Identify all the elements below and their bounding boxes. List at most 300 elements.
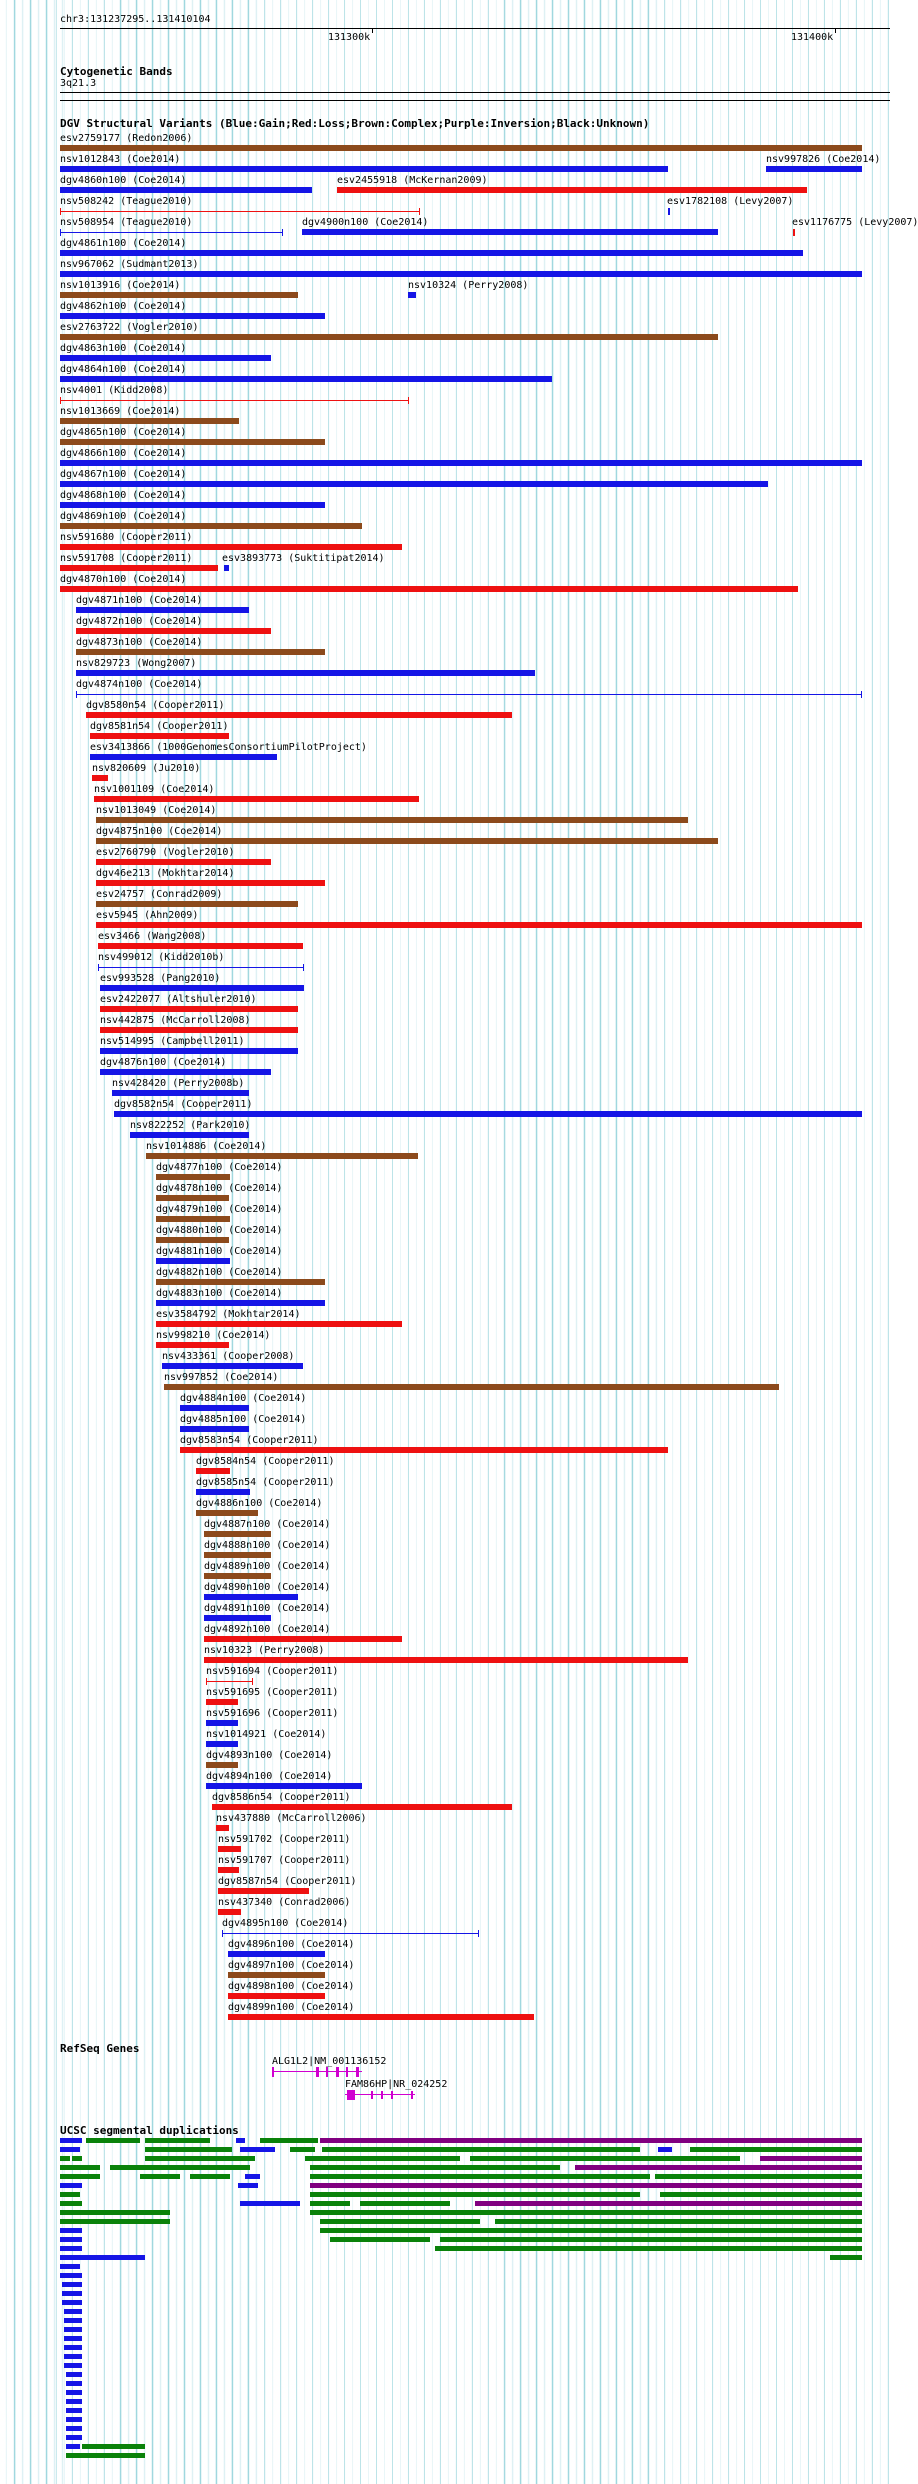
segdup-block[interactable] (830, 2255, 862, 2260)
dgv-feature-label: nsv998210 (Coe2014) (156, 1330, 271, 1341)
segdup-block[interactable] (310, 2183, 862, 2188)
dgv-feature-bar[interactable] (60, 460, 862, 466)
dgv-feature-bar[interactable] (156, 1279, 325, 1285)
segdup-block[interactable] (60, 2165, 100, 2170)
segdup-block[interactable] (290, 2147, 315, 2152)
dgv-feature-end-tick (794, 229, 795, 236)
dgv-feature-label: nsv1014886 (Coe2014) (146, 1141, 267, 1152)
dgv-feature-bar[interactable] (204, 1594, 298, 1600)
dgv-feature-label: esv2422077 (Altshuler2010) (100, 994, 257, 1005)
refseq-gene-label: FAM86HP|NR_024252 (345, 2079, 448, 2090)
dgv-feature-bar[interactable] (204, 1636, 402, 1642)
dgv-feature-label: dgv4867n100 (Coe2014) (60, 469, 187, 480)
dgv-feature-bar[interactable] (766, 166, 862, 172)
dgv-feature-end-tick (669, 208, 670, 215)
dgv-feature-label: dgv4879n100 (Coe2014) (156, 1204, 283, 1215)
dgv-feature-label: dgv4881n100 (Coe2014) (156, 1246, 283, 1257)
dgv-feature-label: dgv4900n100 (Coe2014) (302, 217, 429, 228)
segdup-block[interactable] (60, 2183, 82, 2188)
gene-exon (411, 2091, 413, 2099)
dgv-feature-label: dgv4883n100 (Coe2014) (156, 1288, 283, 1299)
dgv-feature-label: nsv1014921 (Coe2014) (206, 1729, 327, 1740)
segdup-block[interactable] (60, 2147, 80, 2152)
dgv-track-title[interactable]: DGV Structural Variants (Blue:Gain;Red:Loss;Brown:Complex;Purple:Inversion;Black:Unknown) (60, 117, 650, 130)
dgv-feature-bar[interactable] (100, 1027, 298, 1033)
dgv-feature-bar[interactable] (90, 754, 277, 760)
dgv-feature-bar[interactable] (60, 313, 325, 319)
dgv-feature-bar[interactable] (162, 1363, 303, 1369)
dgv-feature-label: nsv4001 (Kidd2008) (60, 385, 169, 396)
dgv-feature-label: dgv4862n100 (Coe2014) (60, 301, 187, 312)
dgv-feature-label: esv5945 (Ahn2009) (96, 910, 199, 921)
dgv-feature-bar[interactable] (206, 1783, 362, 1789)
dgv-feature-bar[interactable] (96, 838, 718, 844)
dgv-feature-end-tick (419, 208, 420, 215)
segdup-block[interactable] (240, 2201, 300, 2206)
dgv-feature-label: esv2763722 (Vogler2010) (60, 322, 199, 333)
segdup-block[interactable] (240, 2147, 275, 2152)
dgv-feature-bar[interactable] (100, 1048, 298, 1054)
segdup-block[interactable] (320, 2228, 862, 2233)
dgv-feature-label: dgv4880n100 (Coe2014) (156, 1225, 283, 1236)
dgv-feature-label: nsv967062 (Sudmant2013) (60, 259, 199, 270)
dgv-feature-bar[interactable] (164, 1384, 779, 1390)
dgv-feature-bar[interactable] (204, 1657, 688, 1663)
dgv-feature-bar[interactable] (60, 565, 218, 571)
dgv-feature-bar[interactable] (212, 1804, 512, 1810)
segdup-block[interactable] (60, 2138, 82, 2143)
dgv-feature-bar[interactable] (204, 1573, 271, 1579)
dgv-feature-bar[interactable] (206, 1681, 253, 1682)
segdup-block[interactable] (60, 2210, 170, 2215)
dgv-feature-bar[interactable] (206, 1741, 238, 1747)
dgv-feature-label: nsv820609 (Ju2010) (92, 763, 201, 774)
dgv-feature-label: dgv4895n100 (Coe2014) (222, 1918, 349, 1929)
dgv-feature-label: dgv4861n100 (Coe2014) (60, 238, 187, 249)
segdup-block[interactable] (435, 2246, 862, 2251)
segdup-block[interactable] (238, 2183, 258, 2188)
segdup-block[interactable] (66, 2435, 82, 2440)
dgv-feature-label: dgv4882n100 (Coe2014) (156, 1267, 283, 1278)
dgv-feature-label: dgv46e213 (Mokhtar2014) (96, 868, 235, 879)
segdup-block[interactable] (66, 2408, 82, 2413)
segdup-block[interactable] (64, 2354, 82, 2359)
dgv-feature-label: dgv4864n100 (Coe2014) (60, 364, 187, 375)
dgv-feature-bar[interactable] (180, 1426, 249, 1432)
dgv-feature-label: esv24757 (Conrad2009) (96, 889, 223, 900)
dgv-feature-bar[interactable] (228, 1972, 325, 1978)
dgv-feature-bar[interactable] (60, 418, 239, 424)
dgv-feature-label: dgv4898n100 (Coe2014) (228, 1981, 355, 1992)
segdup-block[interactable] (305, 2156, 460, 2161)
dgv-feature-label: dgv4896n100 (Coe2014) (228, 1939, 355, 1950)
dgv-feature-bar[interactable] (156, 1216, 230, 1222)
segdup-block[interactable] (66, 2417, 82, 2422)
dgv-feature-bar[interactable] (60, 400, 409, 401)
dgv-feature-bar[interactable] (60, 586, 798, 592)
dgv-feature-end-tick (252, 1678, 253, 1685)
segdup-block[interactable] (66, 2390, 82, 2395)
dgv-feature-bar[interactable] (228, 1993, 325, 1999)
dgv-feature-label: nsv437340 (Conrad2006) (218, 1897, 351, 1908)
dgv-feature-label: dgv4866n100 (Coe2014) (60, 448, 187, 459)
dgv-feature-label: dgv4887n100 (Coe2014) (204, 1519, 331, 1530)
gene-exon (356, 2067, 359, 2077)
dgv-feature-label: nsv508954 (Teague2010) (60, 217, 193, 228)
segdup-block[interactable] (236, 2138, 245, 2143)
dgv-feature-label: esv1782108 (Levy2007) (667, 196, 794, 207)
dgv-feature-bar[interactable] (86, 712, 512, 718)
segdup-block[interactable] (64, 2309, 82, 2314)
dgv-feature-label: nsv433361 (Cooper2008) (162, 1351, 295, 1362)
segdup-block[interactable] (310, 2165, 560, 2170)
dgv-feature-label: dgv4890n100 (Coe2014) (204, 1582, 331, 1593)
dgv-feature-bar[interactable] (60, 376, 552, 382)
dgv-feature-bar[interactable] (156, 1237, 229, 1243)
refseq-gene-fam86hp[interactable] (345, 2090, 415, 2100)
dgv-feature-bar[interactable] (60, 355, 271, 361)
dgv-feature-bar[interactable] (98, 943, 303, 949)
dgv-feature-bar[interactable] (218, 1888, 309, 1894)
gene-exon (347, 2090, 355, 2100)
dgv-feature-bar[interactable] (218, 1867, 239, 1873)
segdup-block[interactable] (145, 2156, 255, 2161)
dgv-feature-end-tick (98, 964, 99, 971)
dgv-feature-bar[interactable] (96, 859, 271, 865)
segdup-block[interactable] (660, 2192, 862, 2197)
gene-exon (336, 2067, 339, 2077)
dgv-feature-label: nsv591702 (Cooper2011) (218, 1834, 351, 1845)
dgv-feature-label: dgv4865n100 (Coe2014) (60, 427, 187, 438)
segdup-block[interactable] (60, 2237, 82, 2242)
dgv-feature-bar[interactable] (100, 1069, 271, 1075)
dgv-feature-end-tick (60, 208, 61, 215)
dgv-feature-end-tick (60, 229, 61, 236)
dgv-feature-label: dgv8583n54 (Cooper2011) (180, 1435, 319, 1446)
dgv-feature-label: nsv1001109 (Coe2014) (94, 784, 215, 795)
dgv-feature-bar[interactable] (337, 187, 807, 193)
dgv-feature-label: dgv4891n100 (Coe2014) (204, 1603, 331, 1614)
segdup-block[interactable] (66, 2399, 82, 2404)
dgv-feature-bar[interactable] (60, 544, 402, 550)
dgv-feature-bar[interactable] (60, 292, 298, 298)
dgv-feature-end-tick (222, 1930, 223, 1937)
segdup-block[interactable] (64, 2336, 82, 2341)
ruler-tick-label: 131400k (791, 32, 834, 43)
dgv-feature-bar[interactable] (76, 628, 271, 634)
segdup-block[interactable] (66, 2381, 82, 2386)
dgv-feature-label: esv2455918 (McKernan2009) (337, 175, 488, 186)
ruler-tick (835, 28, 836, 33)
dgv-feature-label: dgv4888n100 (Coe2014) (204, 1540, 331, 1551)
segdup-block[interactable] (60, 2228, 82, 2233)
dgv-feature-bar[interactable] (196, 1468, 230, 1474)
dgv-feature-bar[interactable] (60, 211, 420, 212)
segdup-block[interactable] (60, 2255, 145, 2260)
gene-exon (381, 2091, 383, 2099)
segdup-block[interactable] (310, 2201, 350, 2206)
dgv-feature-bar[interactable] (180, 1405, 249, 1411)
dgv-feature-bar[interactable] (96, 922, 862, 928)
segdup-block[interactable] (495, 2219, 862, 2224)
segdup-block[interactable] (470, 2156, 740, 2161)
dgv-feature-bar[interactable] (222, 1933, 479, 1934)
segdup-block[interactable] (86, 2138, 140, 2143)
dgv-feature-bar[interactable] (156, 1174, 230, 1180)
dgv-feature-label: dgv4875n100 (Coe2014) (96, 826, 223, 837)
dgv-feature-label: nsv1013669 (Coe2014) (60, 406, 181, 417)
dgv-feature-label: nsv437880 (McCarroll2006) (216, 1813, 367, 1824)
segdup-block[interactable] (60, 2156, 70, 2161)
refseq-track-title[interactable]: RefSeq Genes (60, 2042, 140, 2055)
dgv-feature-end-tick (478, 1930, 479, 1937)
dgv-feature-label: dgv8584n54 (Cooper2011) (196, 1456, 335, 1467)
segdup-block[interactable] (310, 2210, 862, 2215)
dgv-feature-bar[interactable] (100, 1006, 298, 1012)
dgv-feature-bar[interactable] (76, 649, 325, 655)
ruler-line (60, 28, 890, 29)
dgv-feature-label: nsv997826 (Coe2014) (766, 154, 881, 165)
dgv-feature-bar[interactable] (60, 271, 862, 277)
dgv-feature-bar[interactable] (92, 775, 108, 781)
segdup-block[interactable] (66, 2444, 80, 2449)
dgv-feature-label: esv3584792 (Mokhtar2014) (156, 1309, 301, 1320)
segdup-block[interactable] (140, 2174, 180, 2179)
dgv-feature-label: dgv4874n100 (Coe2014) (76, 679, 203, 690)
segdup-block[interactable] (475, 2201, 862, 2206)
segdup-block[interactable] (62, 2291, 82, 2296)
segdup-block[interactable] (190, 2174, 230, 2179)
dgv-feature-label: dgv4897n100 (Coe2014) (228, 1960, 355, 1971)
segdup-block[interactable] (322, 2147, 640, 2152)
dgv-feature-label: dgv4893n100 (Coe2014) (206, 1750, 333, 1761)
segdup-block[interactable] (64, 2318, 82, 2323)
segdup-block[interactable] (60, 2273, 82, 2278)
dgv-feature-label: dgv4872n100 (Coe2014) (76, 616, 203, 627)
dgv-feature-bar[interactable] (96, 817, 688, 823)
segdup-block[interactable] (320, 2219, 480, 2224)
segdup-block[interactable] (310, 2174, 650, 2179)
segdup-block[interactable] (110, 2165, 250, 2170)
dgv-feature-bar[interactable] (98, 967, 304, 968)
segdup-block[interactable] (690, 2147, 862, 2152)
segdup-block[interactable] (440, 2237, 862, 2242)
dgv-feature-label: dgv4860n100 (Coe2014) (60, 175, 187, 186)
segdup-block[interactable] (320, 2138, 862, 2143)
dgv-feature-label: dgv8586n54 (Cooper2011) (212, 1792, 351, 1803)
dgv-feature-bar[interactable] (60, 232, 283, 233)
segdup-block[interactable] (62, 2300, 82, 2305)
dgv-feature-label: dgv4870n100 (Coe2014) (60, 574, 187, 585)
dgv-feature-label: nsv822252 (Park2010) (130, 1120, 251, 1131)
segdup-block[interactable] (310, 2192, 640, 2197)
segdup-block[interactable] (360, 2201, 450, 2206)
dgv-feature-bar[interactable] (156, 1342, 229, 1348)
dgv-feature-bar[interactable] (408, 292, 416, 298)
segdup-track-title[interactable]: UCSC segmental duplications (60, 2124, 239, 2137)
dgv-feature-bar[interactable] (228, 1951, 325, 1957)
dgv-feature-bar[interactable] (204, 1615, 271, 1621)
dgv-feature-end-tick (206, 1678, 207, 1685)
segdup-block[interactable] (64, 2327, 82, 2332)
segdup-block[interactable] (60, 2246, 82, 2251)
dgv-feature-label: nsv499012 (Kidd2010b) (98, 952, 225, 963)
segdup-block[interactable] (260, 2138, 318, 2143)
segdup-block[interactable] (655, 2174, 862, 2179)
dgv-feature-bar[interactable] (228, 2014, 534, 2020)
dgv-feature-bar[interactable] (206, 1720, 238, 1726)
dgv-feature-label: nsv591707 (Cooper2011) (218, 1855, 351, 1866)
segdup-block[interactable] (60, 2201, 82, 2206)
segdup-block[interactable] (62, 2282, 82, 2287)
refseq-gene-alg1l2[interactable] (272, 2067, 362, 2077)
dgv-feature-label: dgv8580n54 (Cooper2011) (86, 700, 225, 711)
dgv-feature-bar[interactable] (76, 694, 862, 695)
segdup-block[interactable] (330, 2237, 430, 2242)
dgv-feature-label: nsv1013916 (Coe2014) (60, 280, 181, 291)
dgv-feature-bar[interactable] (180, 1447, 668, 1453)
dgv-feature-bar[interactable] (224, 565, 229, 571)
dgv-feature-bar[interactable] (218, 1846, 241, 1852)
segdup-block[interactable] (66, 2426, 82, 2431)
dgv-feature-label: nsv829723 (Wong2007) (76, 658, 197, 669)
dgv-feature-label: dgv4885n100 (Coe2014) (180, 1414, 307, 1425)
dgv-feature-label: nsv591695 (Cooper2011) (206, 1687, 339, 1698)
dgv-feature-bar[interactable] (60, 439, 325, 445)
dgv-feature-bar[interactable] (90, 733, 229, 739)
dgv-feature-bar[interactable] (96, 880, 325, 886)
dgv-feature-bar[interactable] (60, 481, 768, 487)
dgv-feature-label: esv2759177 (Redon2006) (60, 133, 193, 144)
dgv-feature-end-tick (303, 964, 304, 971)
dgv-feature-bar[interactable] (793, 232, 795, 233)
dgv-feature-bar[interactable] (156, 1258, 230, 1264)
dgv-feature-bar[interactable] (76, 670, 535, 676)
dgv-feature-bar[interactable] (112, 1090, 249, 1096)
dgv-feature-end-tick (60, 397, 61, 404)
dgv-feature-label: nsv591708 (Cooper2011) (60, 553, 193, 564)
dgv-feature-end-tick (76, 691, 77, 698)
gene-exon (316, 2067, 319, 2077)
dgv-feature-label: nsv591680 (Cooper2011) (60, 532, 193, 543)
segdup-block[interactable] (60, 2174, 100, 2179)
dgv-feature-label: nsv10324 (Perry2008) (408, 280, 529, 291)
dgv-feature-bar[interactable] (204, 1552, 271, 1558)
dgv-feature-bar[interactable] (156, 1321, 402, 1327)
segdup-block[interactable] (658, 2147, 672, 2152)
dgv-feature-bar[interactable] (114, 1111, 862, 1117)
dgv-feature-bar[interactable] (60, 334, 718, 340)
dgv-feature-label: dgv8585n54 (Cooper2011) (196, 1477, 335, 1488)
dgv-feature-bar[interactable] (206, 1699, 238, 1705)
segdup-block[interactable] (760, 2156, 862, 2161)
segdup-block[interactable] (575, 2165, 862, 2170)
dgv-feature-label: dgv8587n54 (Cooper2011) (218, 1876, 357, 1887)
dgv-feature-label: esv3413866 (1000GenomesConsortiumPilotProject) (90, 742, 367, 753)
dgv-feature-end-tick (861, 691, 862, 698)
dgv-feature-label: nsv442875 (McCarroll2008) (100, 1015, 251, 1026)
dgv-feature-bar[interactable] (302, 229, 718, 235)
ruler-position: chr3:131237295..131410104 (60, 14, 211, 25)
dgv-feature-bar[interactable] (218, 1909, 241, 1915)
dgv-feature-bar[interactable] (100, 985, 304, 991)
dgv-feature-bar[interactable] (60, 145, 862, 151)
dgv-feature-bar[interactable] (60, 250, 803, 256)
segdup-block[interactable] (72, 2156, 82, 2161)
dgv-feature-label: dgv4873n100 (Coe2014) (76, 637, 203, 648)
dgv-feature-bar[interactable] (60, 502, 325, 508)
dgv-feature-bar[interactable] (76, 607, 249, 613)
ruler-tick-label: 131300k (328, 32, 371, 43)
dgv-feature-bar[interactable] (146, 1153, 418, 1159)
dgv-feature-label: dgv4863n100 (Coe2014) (60, 343, 187, 354)
dgv-feature-bar[interactable] (60, 523, 362, 529)
gene-exon (391, 2091, 393, 2099)
dgv-feature-label: dgv4869n100 (Coe2014) (60, 511, 187, 522)
segdup-block[interactable] (60, 2192, 80, 2197)
dgv-feature-label: esv993528 (Pang2010) (100, 973, 221, 984)
dgv-feature-bar[interactable] (96, 901, 298, 907)
dgv-feature-bar[interactable] (196, 1489, 250, 1495)
gene-exon (371, 2091, 373, 2099)
dgv-feature-label: dgv4889n100 (Coe2014) (204, 1561, 331, 1572)
segdup-block[interactable] (66, 2372, 82, 2377)
segdup-block[interactable] (245, 2174, 260, 2179)
segdup-block[interactable] (64, 2363, 82, 2368)
dgv-feature-label: dgv4878n100 (Coe2014) (156, 1183, 283, 1194)
dgv-feature-bar[interactable] (206, 1762, 238, 1768)
dgv-feature-bar[interactable] (156, 1195, 229, 1201)
dgv-feature-label: dgv4876n100 (Coe2014) (100, 1057, 227, 1068)
dgv-feature-label: nsv514995 (Campbell2011) (100, 1036, 245, 1047)
dgv-feature-bar[interactable] (60, 166, 668, 172)
dgv-feature-bar[interactable] (130, 1132, 249, 1138)
track-divider (60, 100, 890, 101)
segdup-block[interactable] (145, 2138, 210, 2143)
segdup-block[interactable] (82, 2444, 145, 2449)
dgv-feature-label: dgv4892n100 (Coe2014) (204, 1624, 331, 1635)
dgv-feature-bar[interactable] (196, 1510, 258, 1516)
segdup-block[interactable] (145, 2147, 232, 2152)
cytoband-bar[interactable] (60, 92, 890, 93)
dgv-feature-label: dgv8582n54 (Cooper2011) (114, 1099, 253, 1110)
dgv-feature-bar[interactable] (60, 187, 312, 193)
dgv-feature-label: nsv1012843 (Coe2014) (60, 154, 181, 165)
segdup-block[interactable] (64, 2345, 82, 2350)
gene-intron-line (345, 2094, 415, 2095)
dgv-feature-bar[interactable] (156, 1300, 325, 1306)
dgv-feature-label: esv1176775 (Levy2007) (792, 217, 918, 228)
segdup-block[interactable] (60, 2264, 80, 2269)
dgv-feature-label: dgv4877n100 (Coe2014) (156, 1162, 283, 1173)
dgv-feature-label: nsv10323 (Perry2008) (204, 1645, 325, 1656)
segdup-block[interactable] (66, 2453, 145, 2458)
dgv-feature-bar[interactable] (216, 1825, 229, 1831)
dgv-feature-bar[interactable] (94, 796, 419, 802)
dgv-feature-bar[interactable] (668, 211, 670, 212)
cytoband-label: 3q21.3 (60, 78, 97, 89)
dgv-feature-label: dgv4884n100 (Coe2014) (180, 1393, 307, 1404)
dgv-feature-label: dgv4894n100 (Coe2014) (206, 1771, 333, 1782)
dgv-feature-end-tick (282, 229, 283, 236)
segdup-block[interactable] (60, 2219, 170, 2224)
dgv-feature-label: esv2760790 (Vogler2010) (96, 847, 235, 858)
dgv-feature-bar[interactable] (204, 1531, 271, 1537)
cytoband-track-title[interactable]: Cytogenetic Bands (60, 65, 173, 78)
dgv-feature-label: nsv428420 (Perry2008b) (112, 1078, 245, 1089)
gene-exon (326, 2067, 328, 2077)
dgv-feature-label: dgv4886n100 (Coe2014) (196, 1498, 323, 1509)
